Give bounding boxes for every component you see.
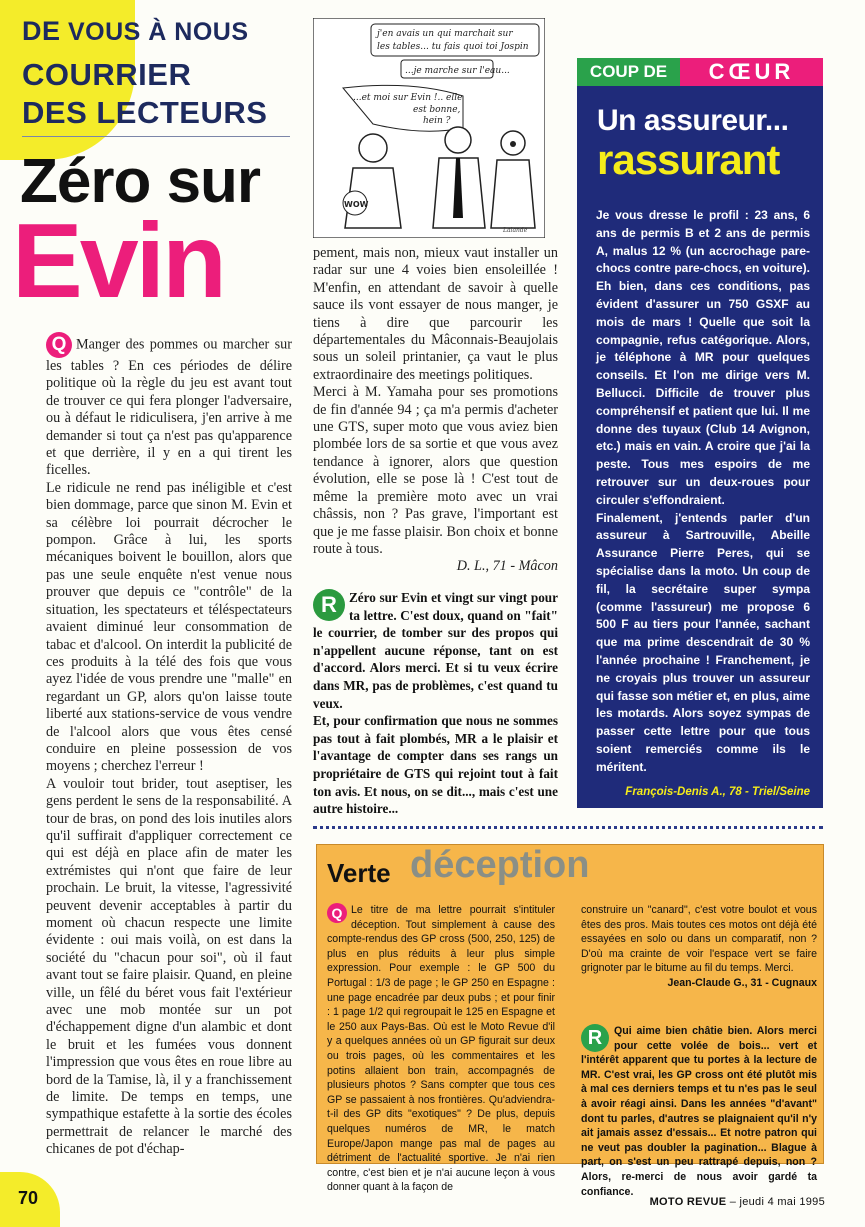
cartoon-wow-badge: WOW bbox=[344, 200, 369, 209]
verte-reply-text: Qui aime bien châtie bien. Alors merci pour cette volée de bois... vert et l'intérêt apparent que tu portes à la lecture de MR. C'est vrai, les GP cross ont été plutôt mis à mal ces derniers temps et tu n'es pas le seul à avoir réagi ainsi. Dans les années "d'avant" dont tu parles, d'autres se plaignaient qu'il n'y ait jamais assez d'essais... Et notre patron qui ne veut pas doubler la pagination... Blague à part, on s'est un peu rattrapé depuis, non ? Alors, re-merci de nous avoir gardé ta confiance. bbox=[581, 1025, 817, 1198]
verte-signature: Jean-Claude G., 31 - Cugnaux bbox=[667, 976, 817, 989]
coeur-paragraph: Je vous dresse le profil : 23 ans, 6 ans de permis B et 2 ans de permis A, malus 12 % (un accrochage pare-chocs contre pare-chocs, en voiture). Eh bien, dans ces conditions, pas évident d'assurer un 750 GSXF au mois de mars ! Quelle que soit la compagnie, refus catégorique. Alors, je téléphone à MR pour quelques conseils. Et l'on me dirige vers M. Bellucci. Difficile de trouver plus compréhensif et patient que lui. Il me donne des tuyaux (Club 14 Avignon, etc.) mais en vain. A croire que j'ai la peste. Tous mes espoirs de me retrouver sur un deux-roues pour circuler s'effondraient. bbox=[596, 208, 810, 507]
cartoon-bubble-2: ...je marche sur l'eau... bbox=[405, 66, 510, 76]
letter-paragraph: pement, mais non, mieux vaut installer un radar sur une 4 voies bien ensoleillée ! M'enfin, en attendant de savoir à quelle sauce ils vont essayer de nous manger, je tiens à dire que parcourir les départementales du Mâconnais-Beaujolais sous un soleil printanier, ça vaut le plus extraordinaire des meetings politiques. bbox=[313, 245, 558, 383]
coeur-title-line2: rassurant bbox=[597, 136, 780, 183]
cartoon-artist-signature: Lalande bbox=[503, 227, 528, 234]
dotted-separator bbox=[313, 826, 823, 829]
verte-letter-column-1 bbox=[327, 903, 555, 1195]
cartoon-bubble-1-line2: les tables... tu fais quoi toi Jospin bbox=[377, 42, 529, 52]
section-rubric-line1 bbox=[22, 16, 249, 47]
page-footer bbox=[600, 1196, 825, 1208]
letter-paragraph: A vouloir tout brider, tout aseptiser, les gens perdent le sens de la responsabilité. A tour de bras, on pond des lois inutiles alors qu'il suffirait d'appliquer correctement ce qui est déjà en place afin de mater les extrémistes qui n'ont que faire de leur prochain. Le bruit, la vitesse, l'agressivité peuvent devenir acceptables à partir du moment où chacun respecte une limite évidente : oui mais voilà, on est dans la société du "chacun pour soi", où il faut avant tout se faire plaisir. Quand, en pleine ville, un fêlé du béret vous fait l'extérieur avec une mob montée sur un pot d'échappement digne d'un alambic et dont le bruit et les fumées vous donnent l'impression que vous êtes en roue libre au bord de la Tamise, là, il y a franchissement de limite. De temps en temps, une sympathique estafette à la sortie des écoles permettrait de relancer le marché des chicanes de pot d'échap- bbox=[46, 775, 292, 1158]
coeur-label: CŒUR bbox=[680, 58, 823, 86]
question-badge: Q bbox=[46, 332, 72, 358]
article-title-line2: Evin bbox=[12, 202, 224, 320]
rubric-vous-a-nous: VOUS À NOUS bbox=[67, 18, 249, 46]
coeur-signature: François-Denis A., 78 - Triel/Seine bbox=[625, 786, 810, 798]
verte-letter-column-2 bbox=[581, 903, 817, 991]
coeur-paragraph: Finalement, j'entends parler d'un assureur à Sartrouville, Abeille Assurance Pierre Peres, qui se spécialise dans la moto. Un coup de fil, la secrétaire super sympa (comme l'assureur) me propose 6 500 F au tiers pour l'année, sachant que ma prime descendrait de 30 % l'année prochaine ! Franchement, je ne croyais plus trouver un assureur qui fasse son métier et, en plus, aime les motards. Alors soyez sympas de passer cette lettre pour que tous soient remerciés comme ils le méritent. bbox=[596, 510, 810, 774]
verte-title-word1: Verte bbox=[327, 858, 391, 888]
verte-reply-badge: R bbox=[581, 1024, 609, 1052]
political-cartoon bbox=[313, 18, 545, 238]
coup-de-label: COUP DE bbox=[577, 58, 680, 86]
reply-badge: R bbox=[313, 589, 345, 621]
section-rubric-line3: DES LECTEURS bbox=[22, 95, 268, 130]
coeur-title-line1: Un assureur... bbox=[597, 104, 789, 137]
verte-letter-text: Le titre de ma lettre pourrait s'intituler déception. Tout simplement à cause des compte-rendus des GP cross (500, 250, 125) de plus en plus réduits à leur plus simple expression. Pour exemple : le GP 500 du Portugal : 1/3 de page ; le GP 250 en Espagne : une page encadrée par deux pubs ; et pour finir : 1 page 1/2 qui regroupait le 125 en Espagne et le 250 aux Pays-Bas. Où est le Moto Revue d'il y a quelques années où un GP figurait sur deux ou trois pages, où les commentaires et les potins allaient bon train, accompagnés de plusieurs photos ? Sans compter que tous ces GP se passaient à nos frontières. Qu'adviendra-t-il des GP dits "exotiques" ? De plus, depuis quelques numéros de MR, le match Europe/Japon mange pas mal de pages au détriment de l'actualité sportive. Je n'ai rien contre, c'est bien et je n'ai aucune leçon à vous donner quant à la façon de bbox=[327, 904, 555, 1194]
reply-paragraph: Zéro sur Evin et vingt sur vingt pour ta lettre. C'est doux, quand on "fait" le courrier, de tomber sur des propos qui n'appellent aucune réponse, tant on est d'accord. Alors merci. Et si tu veux écrire dans MR, pas de problèmes, c'est quand tu veux. bbox=[313, 590, 558, 711]
cartoon-bubble-1-line1: j'en avais un qui marchait sur bbox=[377, 29, 513, 39]
issue-date: – jeudi 4 mai 1995 bbox=[729, 1196, 825, 1208]
cartoon-bubble-3-line3: hein ? bbox=[423, 116, 451, 126]
cartoon-bubble-3-line1: ...et moi sur Evin !.. elle bbox=[353, 93, 463, 103]
letter-paragraph: Manger des pommes ou marcher sur les tables ? En ces périodes de délire politique où la règle du jeu est avant tout de trouver ce qui fera plonger l'adversaire, ou à défaut le ridiculisera, j'en arrive à me demander si tout ça n'est pas qu'apparence et que derrière, il y en a qui tirent les ficelles. bbox=[46, 336, 292, 479]
section-rubric-line2: COURRIER bbox=[22, 57, 192, 92]
article-title-line1: Zéro sur bbox=[20, 147, 261, 216]
letter-signature: D. L., 71 - Mâcon bbox=[456, 558, 558, 575]
verte-letter-text-cont: construire un "canard", c'est votre boulot et vous êtes des pros. Mais toutes ces motos ont déjà été essayées en solo ou dans un comparatif, non ? D'où ma crainte de voir l'espace vert se faire grignoter par le bitume au fil du temps. Merci. bbox=[581, 904, 817, 975]
editor-reply bbox=[313, 589, 558, 818]
letter-column-2 bbox=[313, 245, 558, 576]
cartoon-bubble-3-line2: est bonne, bbox=[413, 105, 461, 115]
letter-paragraph: Merci à M. Yamaha pour ses promotions de fin d'année 94 ; ça m'a permis d'acheter une GTS, super moto que vous aviez bien plombée lors de sa sortie et que vous avez tendance à ignorer, alors que question évolution, elle se pose là ! C'est tout de même la première moto avec un vrai châssis, non ? Pas grave, l'important est que je me fasse plaisir. Bon choix et bonne route à tous. bbox=[313, 384, 558, 557]
reply-paragraph: Et, pour confirmation que nous ne sommes pas tout à fait plombés, MR a le plaisir et l'avantage de compter dans ses rangs un propriétaire de GTS qui rejoint tout à fait ton avis. Et nous, on se dit..., mais c'est une autre histoire... bbox=[313, 713, 558, 817]
rubric-de: DE bbox=[22, 16, 61, 46]
coeur-letter bbox=[596, 207, 810, 777]
verte-reply bbox=[581, 1024, 817, 1199]
letter-paragraph: Le ridicule ne rend pas inéligible et c'est bien dommage, parce que sinon M. Evin et sa célèbre loi pourrait décrocher le pompon. Grâce à lui, les sports mécaniques boivent le bouillon, alors que pas une seule enquête n'est venue nous prouver que depuis ce "contrôle" de la situation, les spectateurs et téléspectateurs avaient diminué leur consommation de tabac et d'alcool. On interdit la publicité de ces produits à la télé des fois que vous ayez l'idée de vous prendre une "malle" en regardant un GP, alors qu'on laisse toute liberté aux stations-service de vous vendre de l'alcool alors que vous êtes censé conduire en pleine possession de vos moyens ; cherchez l'erreur ! bbox=[46, 479, 292, 775]
verte-question-badge: Q bbox=[327, 903, 347, 923]
letter-column-1 bbox=[46, 332, 292, 1159]
page-number: 70 bbox=[18, 1188, 39, 1208]
rubric-divider bbox=[22, 136, 290, 137]
magazine-name: MOTO REVUE bbox=[649, 1196, 727, 1208]
verte-title-word2: déception bbox=[410, 844, 590, 886]
